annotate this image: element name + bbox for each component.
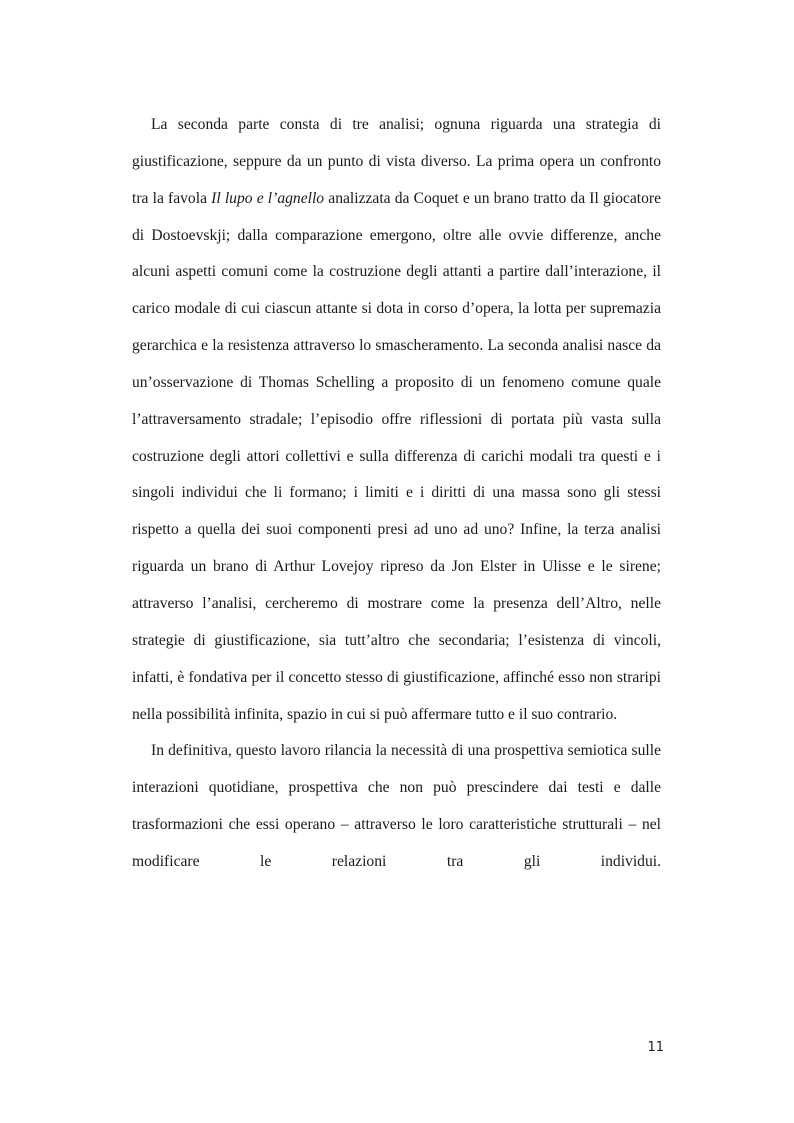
paragraph-1-part-1: La seconda parte consta di tre analisi; ognuna riguarda una strategia di giustificazione, seppure da un punto di vista diverso. La prima opera un confronto tra la favola — [132, 116, 661, 207]
body-text — [132, 107, 661, 881]
book-title-italic: Il lupo e l’agnello — [211, 189, 325, 207]
paragraph-1 — [132, 107, 661, 733]
paragraph-2: In definitiva, questo lavoro rilancia la necessità di una prospettiva semiotica sulle interazioni quotidiane, prospettiva che non può prescindere dai testi e dalle trasformazioni che essi operano – attraverso le loro caratteristiche strutturali – nel modificare le relazioni tra gli individui. — [132, 742, 661, 870]
page-number: 11 — [647, 1040, 664, 1055]
paragraph-1-part-2: analizzata da Coquet e un brano tratto da Il giocatore di Dostoevskji; dalla comparazione emergono, oltre alle ovvie differenze, anche alcuni aspetti comuni come la costruzione degli attanti a partire dall’interazione, il carico modale di cui ciascun attante si dota in corso d’opera, la lotta per supremazia gerarchica e la resistenza attraverso lo smascheramento. La seconda analisi nasce da un’osservazione di Thomas Schelling a proposito di un fenomeno comune quale l’attraversamento stradale; l’episodio offre riflessioni di portata più vasta sulla costruzione degli attori collettivi e sulla differenza di carichi modali tra questi e i singoli individui che li formano; i limiti e i diritti di una massa sono gli stessi rispetto a quella dei suoi componenti presi ad uno ad uno? Infine, la terza analisi riguarda un brano di Arthur Lovejoy ripreso da Jon Elster in Ulisse e le sirene; attraverso l’analisi, cercheremo di mostrare come la presenza dell’Altro, nelle strategie di giustificazione, sia tutt’altro che secondaria; l’esistenza di vincoli, infatti, è fondativa per il concetto stesso di giustificazione, affinché esso non straripi nella possibilità infinita, spazio in cui si può affermare tutto e il suo contrario. — [132, 189, 661, 723]
